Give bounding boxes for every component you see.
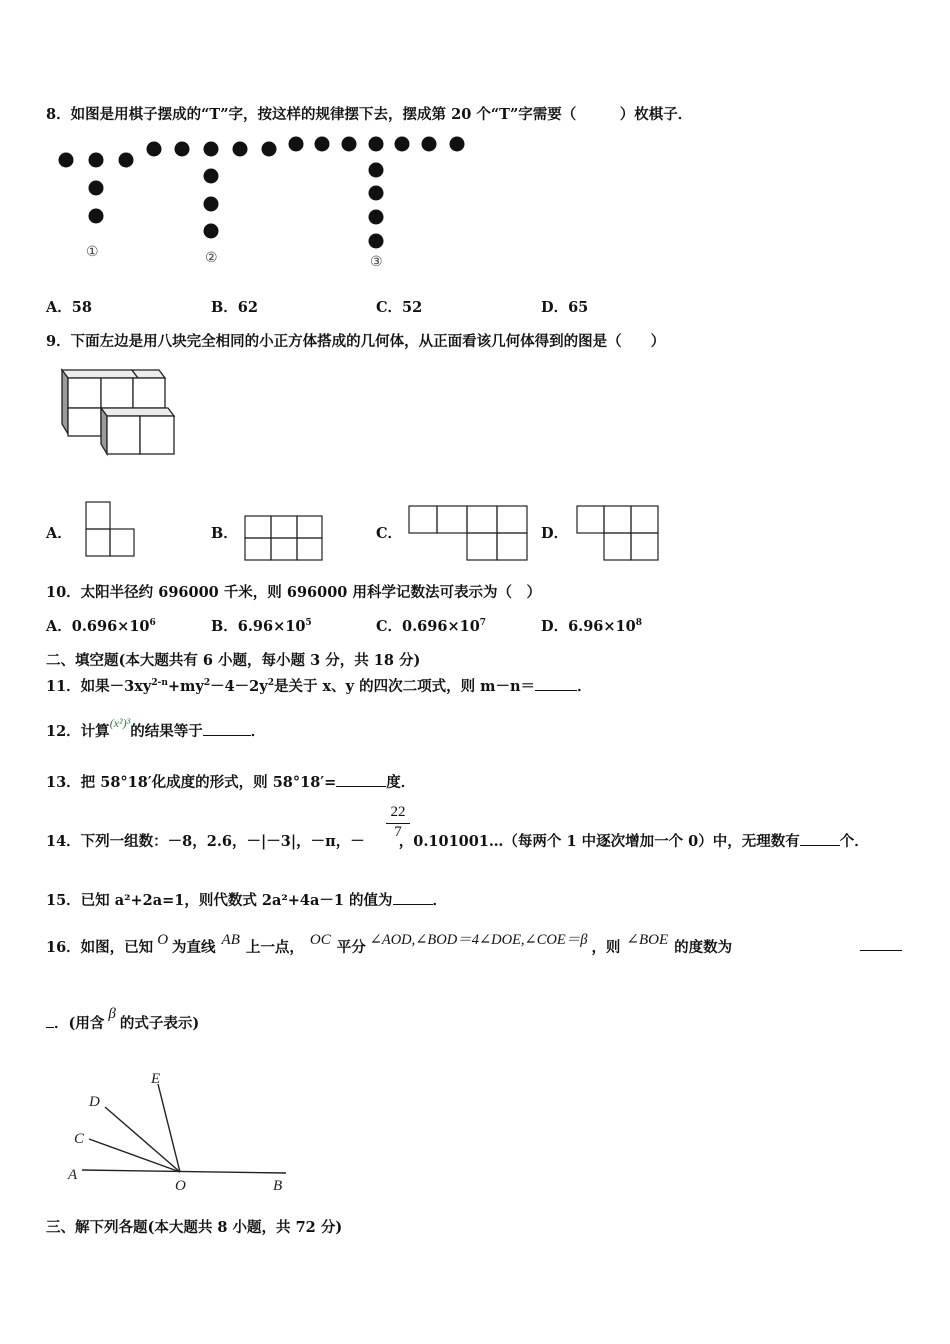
q14-text: 14．下列一组数：－8，2.6，－|－3|，－π，－ ，0.101001…（每两个 1 中逐次增加一个 0）中，无理数有 个． [46, 833, 869, 850]
q12-answer-blank[interactable] [203, 721, 251, 736]
t-figure-1 [59, 153, 134, 224]
q13-text: 13．把 58°18′化成度的形式，则 58°18′= 度． [46, 774, 416, 791]
q16-text: 16．如图，已知 O 为直线 AB 上一点， OC 平分 ∠AOD,∠BOD＝4∠DOE,∠COE＝β ，则 ∠BOE 的度数为 [46, 932, 733, 956]
q9-option-b-figure [244, 515, 324, 561]
q15-answer-blank[interactable] [393, 890, 433, 905]
q8-t-pattern-figure [50, 132, 480, 272]
t-figure-label-3: ③ [370, 255, 383, 270]
section-2-heading: 二、填空题(本大题共有 6 小题，每小题 3 分，共 18 分) [46, 652, 421, 669]
q9-option-d-figure [576, 505, 660, 561]
q9-cube-solid-figure [58, 366, 180, 458]
label-o: O [175, 1178, 186, 1194]
q9-option-a-label: A． [46, 525, 72, 542]
t-figure-3 [289, 137, 465, 249]
q14-fraction [383, 804, 413, 841]
t-figure-label-1: ① [86, 245, 99, 260]
q8-option-c: C．52 [376, 299, 423, 316]
label-a: A [68, 1167, 78, 1183]
q9-option-a-figure [84, 500, 136, 558]
line-ab [82, 1170, 286, 1173]
ray-oe [158, 1084, 180, 1172]
q9-option-c-label: C． [376, 525, 403, 542]
ray-oc [89, 1139, 180, 1172]
ray-od [105, 1107, 180, 1172]
q9-option-d-label: D． [541, 525, 569, 542]
q16-answer-blank[interactable] [860, 950, 902, 951]
q14-answer-blank[interactable] [800, 831, 840, 846]
label-c: C [74, 1131, 85, 1147]
q9-option-b-label: B． [211, 525, 238, 542]
q11-text: 11．如果$-3xy^{2-n}+my^2-4-2y^2$是关于 x、y 的四次二项式，则 m－n＝ ． [46, 678, 592, 695]
q10-text: 10．太阳半径约 696000 千米，则 696000 用科学记数法可表示为（ ） [46, 584, 541, 601]
q9-text: 9．下面左边是用八块完全相同的小正方体搭成的几何体，从正面看该几何体得到的图是（ ） [46, 333, 666, 350]
q10-option-c: C．$0.696\times 10^7$ [376, 618, 487, 635]
q8-option-b: B．62 [211, 299, 258, 316]
q14-fraction-denominator: 7 [394, 824, 402, 840]
q16-text-line2: ．(用含β的式子表示) [54, 1006, 200, 1032]
q12-formula: (x²)³ [109, 716, 131, 730]
q10-option-b: B．$6.96\times 10^5$ [211, 618, 312, 635]
q8-option-d: D．65 [541, 299, 589, 316]
q10-option-a: A．$0.696\times 10^6$ [46, 618, 156, 635]
q16-angle-figure [62, 1062, 302, 1197]
section-3-heading: 三、解下列各题(本大题共 8 小题，共 72 分) [46, 1219, 343, 1236]
q14-fraction-numerator: 22 [390, 804, 406, 820]
label-b: B [273, 1178, 283, 1194]
q8-option-a: A．58 [46, 299, 92, 316]
q10-option-d: D．$6.96\times 10^8$ [541, 618, 642, 635]
q13-answer-blank[interactable] [336, 772, 386, 787]
q9-option-c-figure [408, 505, 530, 561]
label-d: D [89, 1094, 100, 1110]
t-figure-2 [147, 142, 277, 239]
q12-text: 12．计算$^{(x^2)^3}$的结果等于 ． [46, 716, 266, 740]
q15-text: 15．已知 a²+2a=1，则代数式 2a²+4a－1 的值为 ． [46, 892, 447, 909]
q16-answer-blank-cont[interactable] [46, 1027, 54, 1028]
q8-text: 8．如图是用棋子摆成的“T”字，按这样的规律摆下去，摆成第 20 个“T”字需要（ ）枚棋子． [46, 106, 693, 123]
t-figure-label-2: ② [205, 251, 218, 266]
q11-answer-blank[interactable] [535, 676, 577, 691]
label-e: E [151, 1071, 161, 1087]
